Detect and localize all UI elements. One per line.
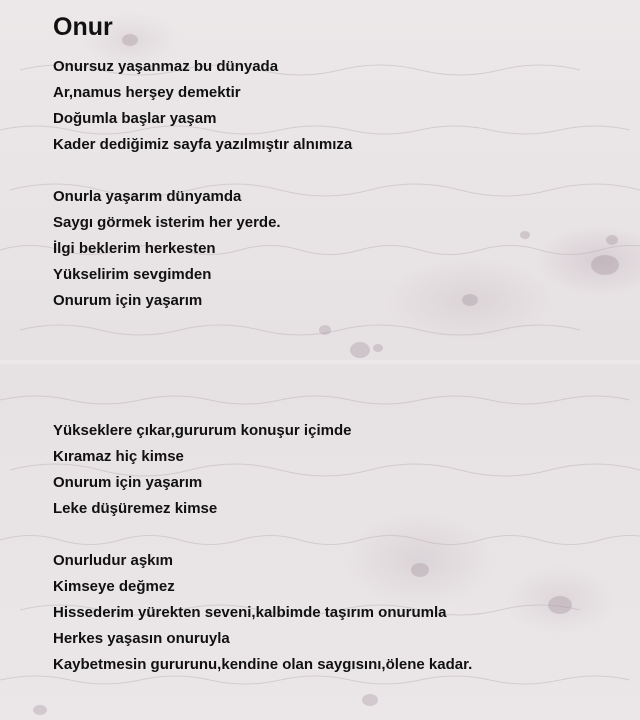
stanza-gap — [53, 340, 633, 366]
poem-line: Saygı görmek isterim her yerde. — [53, 214, 281, 231]
poem-line: Kimseye değmez — [53, 578, 175, 595]
poem-line: Kıramaz hiç kimse — [53, 448, 184, 465]
stanza-gap — [53, 392, 633, 418]
poem-line: Ar,namus herşey demektir — [53, 84, 241, 101]
stanza-gap — [53, 314, 633, 340]
poem-line: Yükseklere çıkar,gururum konuşur içimde — [53, 422, 352, 439]
poem-stanza-1 — [53, 54, 633, 158]
poem-line: İlgi beklerim herkesten — [53, 240, 216, 257]
poem-line: Hissederim yürekten seveni,kalbimde taşırım onurumla — [53, 604, 447, 621]
poem-line: Onurludur aşkım — [53, 552, 174, 569]
stanza-gap — [53, 158, 633, 184]
poem-page — [53, 8, 633, 678]
poem-title: Onur — [53, 13, 113, 41]
poem-line: Yükselirim sevgimden — [53, 266, 212, 283]
poem-line: Kaybetmesin gururunu,kendine olan saygısını,ölene kadar. — [53, 656, 473, 673]
poem-line: Onurum için yaşarım — [53, 292, 203, 309]
poem-line: Herkes yaşasın onuruyla — [53, 630, 230, 647]
poem-line: Onurum için yaşarım — [53, 474, 203, 491]
poem-line: Doğumla başlar yaşam — [53, 110, 217, 127]
stanza-gap — [53, 522, 633, 548]
poem-line: Onurla yaşarım dünyamda — [53, 188, 242, 205]
poem-line: Leke düşüremez kimse — [53, 500, 218, 517]
stanza-gap — [53, 366, 633, 392]
poem-stanza-2 — [53, 184, 633, 314]
poem-stanza-4 — [53, 548, 633, 678]
poem-line: Kader dediğimiz sayfa yazılmıştır alnımıza — [53, 136, 353, 153]
poem-stanza-3 — [53, 418, 633, 522]
poem-line: Onursuz yaşanmaz bu dünyada — [53, 58, 279, 75]
poem-body — [53, 54, 633, 678]
